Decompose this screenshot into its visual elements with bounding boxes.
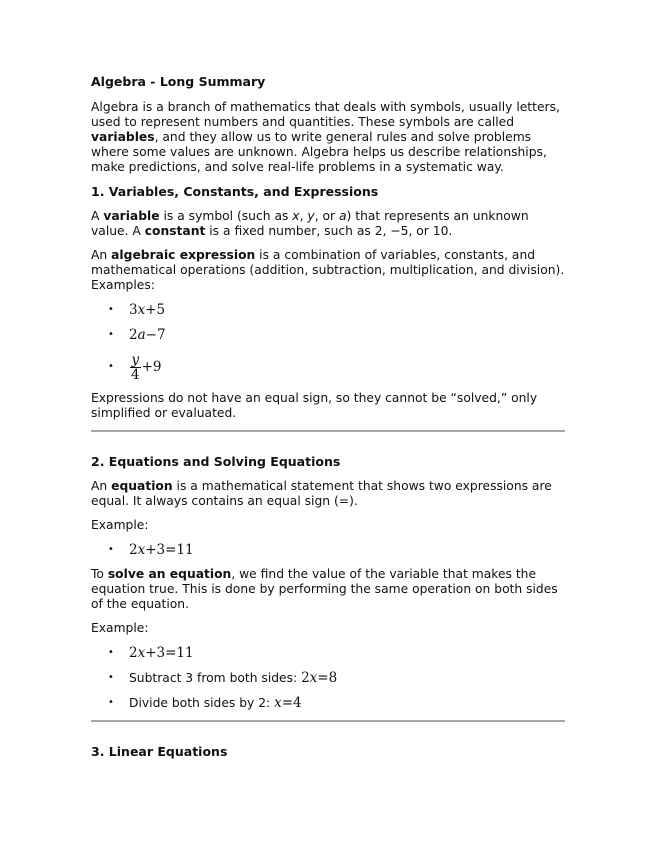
section1-paragraph-3: Expressions do not have an equal sign, so they cannot be “solved,” only simplified or evaluated. xyxy=(91,391,538,420)
list-item: • 2x+3=11 xyxy=(91,645,565,661)
section3-heading: 3. Linear Equations xyxy=(91,744,228,759)
section-divider xyxy=(91,430,565,432)
example-label: Example: xyxy=(91,621,149,635)
document-content xyxy=(91,74,565,769)
fraction: • $\frac{y}{4}$ xyxy=(131,352,140,383)
list-item: • 2a−7 xyxy=(91,327,565,343)
expression-examples-list xyxy=(91,302,565,382)
section1-paragraph-1: A variable is a symbol (such as x, y, or a) that represents an unknown value. A constant is a fixed number, such as 2, −5, or 10. xyxy=(91,209,529,238)
list-item: • Subtract 3 from both sides: 2x=8 xyxy=(91,670,565,686)
list-item: • Divide both sides by 2: x=4 xyxy=(91,695,565,711)
intro-text-1: Algebra is a branch of mathematics that deals with symbols, usually letters, used to represent numbers and quantities. These symbols are called xyxy=(91,100,560,129)
intro-paragraph xyxy=(91,100,565,175)
intro-bold-variables: variables xyxy=(91,130,155,144)
list-item: • 3x+5 xyxy=(91,302,565,318)
list-item: • 2x+3=11 xyxy=(91,542,565,558)
equation-example-list xyxy=(91,542,565,558)
section2-heading: 2. Equations and Solving Equations xyxy=(91,454,341,469)
section1-paragraph-2: An algebraic expression is a combination of variables, constants, and mathematical operations (addition, subtraction, multiplication, and division). Examples: xyxy=(91,248,565,292)
section2-paragraph-1: An equation is a mathematical statement that shows two expressions are equal. It always contains an equal sign (=). xyxy=(91,479,552,508)
example-label: Example: xyxy=(91,518,149,532)
section2-paragraph-2: To solve an equation, we find the value of the variable that makes the equation true. This is done by performing the same operation on both sides of the equation. xyxy=(91,567,558,611)
section-divider xyxy=(91,720,565,722)
page-title: Algebra - Long Summary xyxy=(91,74,266,89)
list-item: • $\frac{y}{4}$ +9 xyxy=(91,352,565,382)
intro-text-2: , and they allow us to write general rules and solve problems where some values are unknown. Algebra helps us describe relationships, make predictions, and solve real-life problems in a systematic way. xyxy=(91,130,547,174)
solving-steps-list xyxy=(91,645,565,711)
section1-heading: 1. Variables, Constants, and Expressions xyxy=(91,184,379,199)
